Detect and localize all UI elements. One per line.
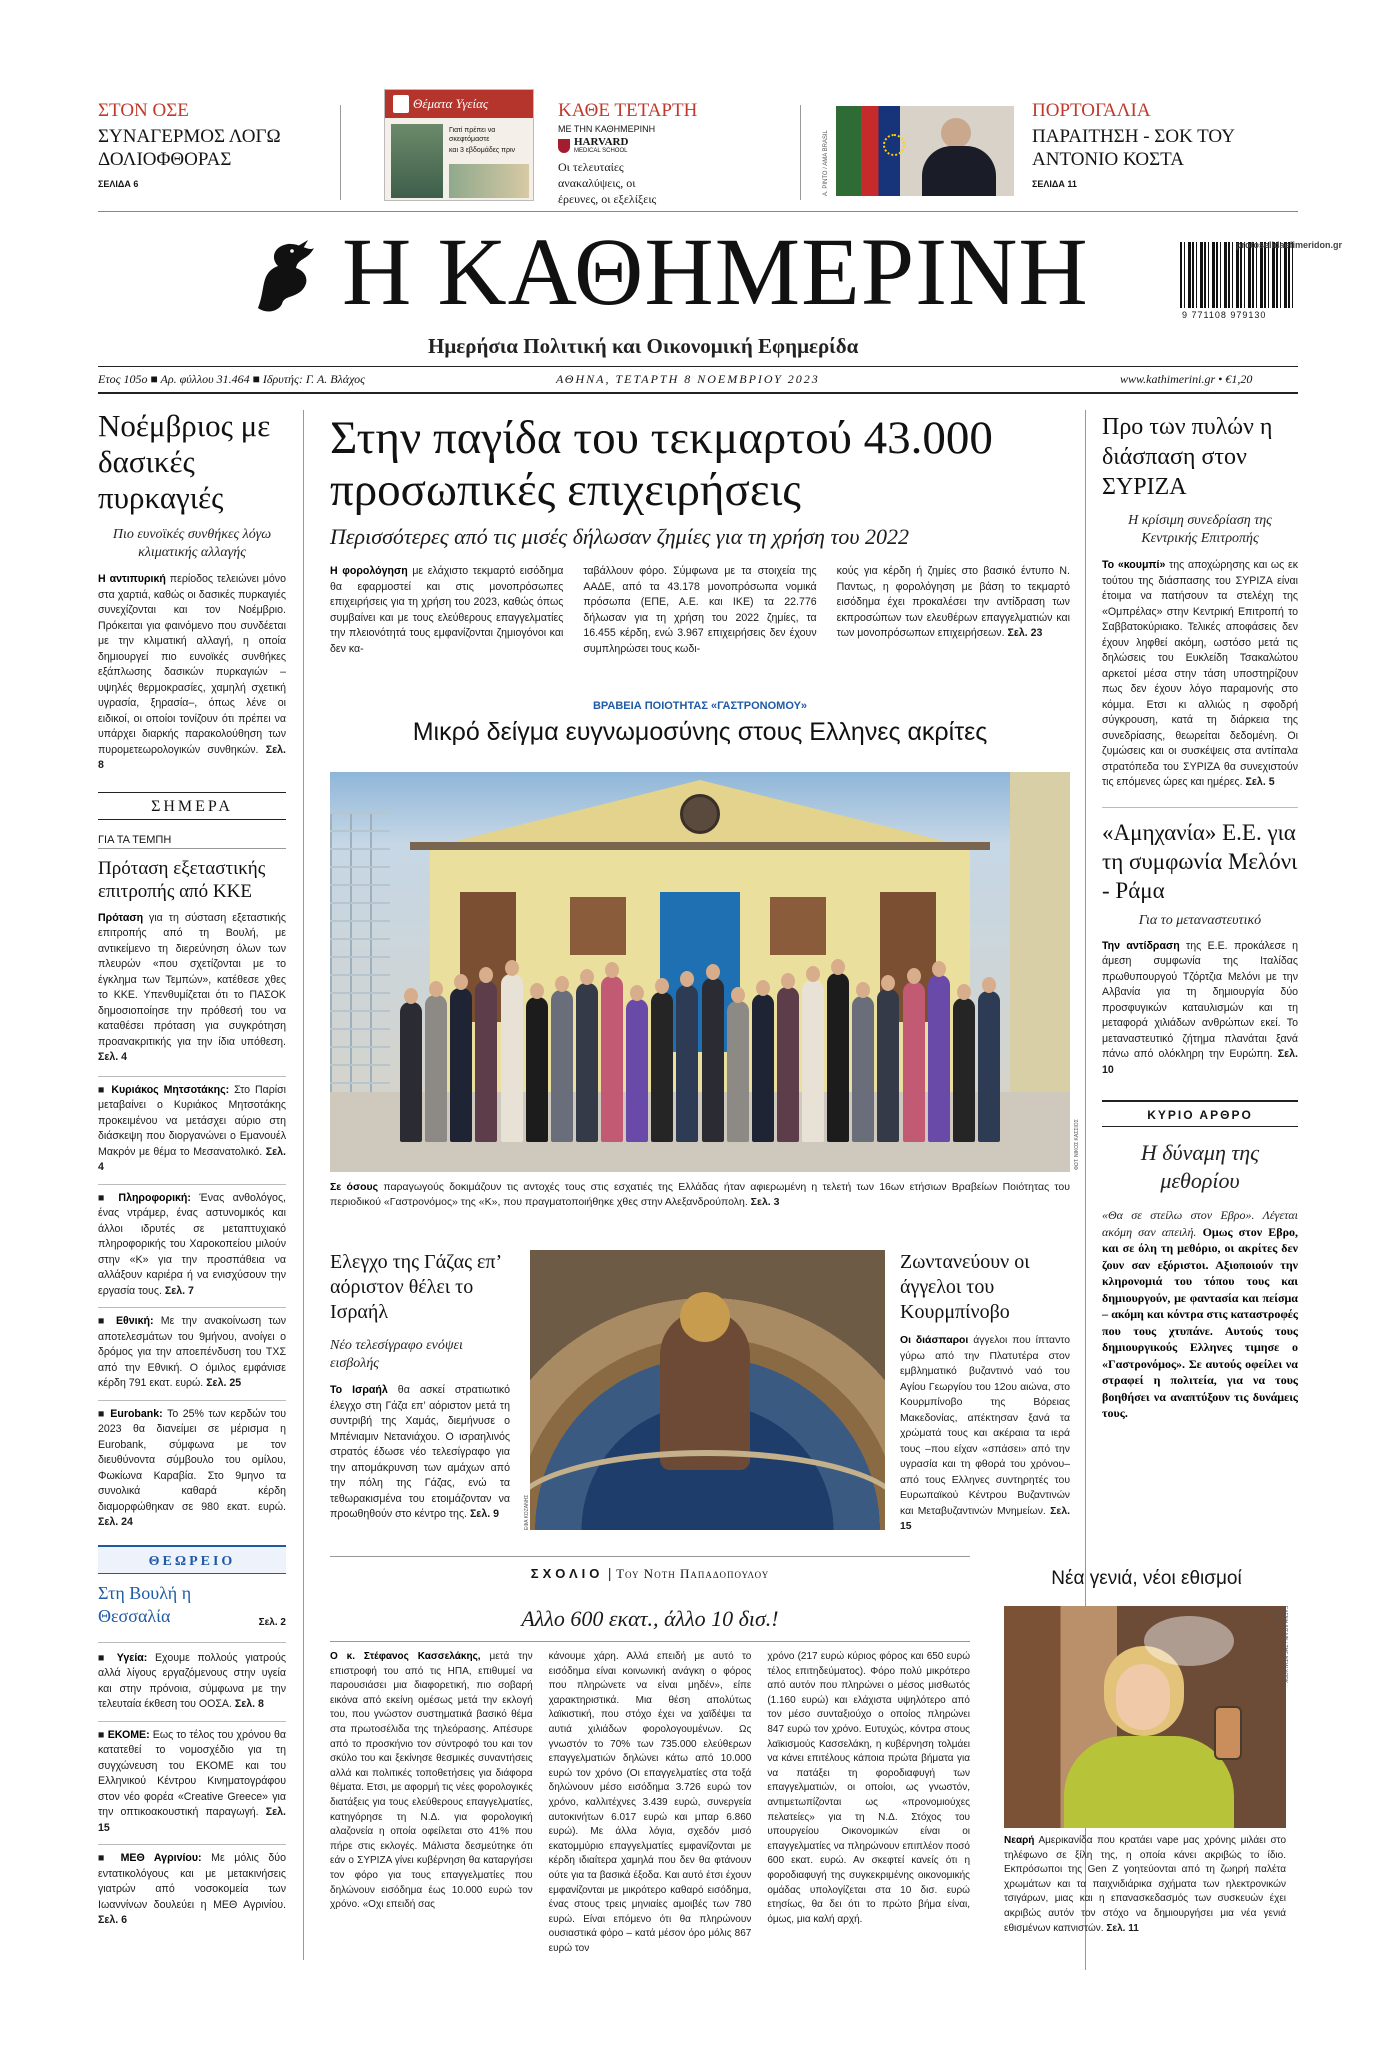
barcode-number: 9 771108 979130 xyxy=(1182,310,1267,320)
brief-item[interactable]: ■ ΜΕΘ Αγρινίου: Με μόλις δύο εντατικολόγους και με μετακινήσεις γιατρών από νοσοκομεία των Ιωαννίνων δουλεύει η ΜΕΘ Αγρινίου. Σελ. 6 xyxy=(98,1844,286,1929)
article-syriza[interactable] xyxy=(1102,412,1298,791)
page-ref: Σελ. 3 xyxy=(750,1196,780,1208)
scholio-author: Του Νοτη Παπαδοπουλου xyxy=(616,1566,770,1581)
article-sub: Η κρίσιμη συνεδρίαση της Κεντρικής Επιτροπής xyxy=(1128,513,1272,546)
person-head xyxy=(680,971,694,987)
fresco-halo xyxy=(680,1292,730,1342)
article-text: χρόνο (217 ευρώ κύριος φόρος και 650 ευρώ τέλος επιτηδεύματος). Φόρο πολύ μικρότερο από αυτόν που πληρώνει ο μέσος μισθωτός (1.160 ευρώ) και ελάχιστα υψηλότερο από τον μέσο συνταξιούχο ο οποίος πληρώνει 847 ευρώ τον χρόνο. Ευτυχώς, κόντρα στους λαϊκισμούς Κασσελάκη, η κυβέρνηση τολμάει να κάνει επιτέλους κάποια πρώτα βήματα για να πατάξει τη φοροδιαφυγή των επαγγελματιών, οι οποίοι, ως γνωστόν, αντιμετωπίζονται ως «προνομιούχες πελατείες» για τη Ν.Δ. Στόχος του υπουργείου Οικονομικών είναι οι επαγγελματίες να πληρώνουν επιπλέον ποσό 600 εκατ. ευρώ. Αν σκεφτεί κανείς ότι η φοροδιαφυγή της συγκεκριμένης οικονομικής ομάδας υπολογίζεται στα 10 δισ. ευρώ ετησίως, θα δει ότι το πρώτο βήμα είναι, όμως, μια καλή αρχή. xyxy=(767,1651,970,1925)
photo-credit: A. PINTO / AMA BRASIL xyxy=(823,130,829,196)
theoreio-label xyxy=(98,1545,286,1574)
person xyxy=(576,983,598,1142)
divider xyxy=(800,105,801,200)
main-headline: Στην παγίδα του τεκμαρτού 43.000 προσωπικές επιχειρήσεις xyxy=(330,412,993,516)
article-text: Αμερικανίδα που κρατάει vape μας χρόνης μιλάει στο τηλέφωνο σε ξίλη της, η οποία κάνει ακριβώς το ίδιο. Εκπρόσωποι της Gen Z γοητεύονται από τη ζωηρή παλέτα χρωμάτων και τα παιχνιδιάρικα σχήματα των ηλεκτρονικών τσιγάρων, μιας και η επανασκεδασμός των συσκευών έχει ακριβώς αυτόν τον στόχο να δημιουργήσει μια νέα γενιά εθισμένων καπνιστών. xyxy=(1004,1835,1287,1934)
photo-caption xyxy=(330,1180,1070,1210)
person-head xyxy=(505,960,519,976)
article-title: Προ των πυλών η διάσπαση στον ΣΥΡΙΖΑ xyxy=(1102,414,1273,500)
window xyxy=(770,897,826,955)
article-text: κάνουμε χάρη. Αλλά επειδή με αυτό το εισόδημα είναι κοινωνική ανάγκη ο φόρος που πληρώνετε να είναι μηδέν», είπε χαρακτηριστικά. Μια θέση απολύτως λαϊκιστική, που στόχο έχει να χαϊδέψει τα αυτιά χιλιάδων φορολογουμένων. Ως γνωστόν το 70% των 735.000 ελεύθερων επαγγελματιών δηλώνει κάτω από 10.000 ευρώ τον χρόνο (Οι επαγγελματίες στα τοξά δηλώνουν μέσο εισόδημα 3.726 ευρώ τον χρόνο, καλλιτέχνες 3.439 ευρώ, συνεργεία αυτοκινήτων 6.017 ευρώ και μπαρ 6.860 ευρώ). Με άλλα λόγια, σχεδόν μισό εκατομμύριο επαγγελματίες εμφανίζονται με κέρδη ιδιαίτερα χαμηλά που δεν θα φτάνουν ούτε για τα βασικά έξοδα. Και αυτό έτσι έχουν εμφανίζονται με μικρότερο καθαρό εισόδημα, ένας στους τρεις μηνιαίες αμοιβές των 780 ευρώ. Είναι επόμενο ότι θα πληρώνουν ουσιαστικά φόρο – κατά μέσον όρο μόλις 867 ευρώ τον xyxy=(548,1651,752,1954)
brief-lead: Eurobank: xyxy=(110,1407,163,1420)
brief-text: Εχουμε πολλούς γιατρούς αλλά λίγους εργαζόμενους στην υγεία και στην πρόνοια, σύμφωνα με την τελευταία έκθεση του ΟΟΣΑ. xyxy=(98,1651,286,1710)
person-head xyxy=(454,974,468,990)
person xyxy=(526,997,548,1142)
caption-lead: Σε όσους xyxy=(330,1181,379,1193)
teaser-title: ΣΥΝΑΓΕΡΜΟΣ ΛΟΓΩ ΔΟΛΙΟΦΘΟΡΑΣ xyxy=(98,126,281,170)
person xyxy=(676,985,698,1142)
page-ref: Σελ. 5 xyxy=(1245,776,1275,788)
article-meloni[interactable] xyxy=(1102,807,1298,1079)
article-text: της Ε.Ε. προκάλεσε η άμεση συμφωνία της Ιταλίδας πρωθυπουργού Τζόρτζια Μελόνι με την Αλβανία για τη δημιουργία δύο προσφυγικών καταυλισμών και τη μεταφορά χιλιάδων ανθρώπων εκεί. Το μεταναστευτικό ζήτημα πλανάται ξανά πάνω από ολόκληρη την Ευρώπη. xyxy=(1102,939,1298,1060)
window xyxy=(570,897,626,955)
dateline-rule-bottom xyxy=(98,392,1298,394)
scholio-header: ΣΧΟΛΙΟ | Του Νοτη Παπαδοπουλου xyxy=(530,1566,770,1582)
photo-credit: ΦΩΤ. ΝΙΚΟΣ ΚΑΣΣΙΟΣ xyxy=(1074,1119,1080,1170)
article-text: της αποχώρησης και ως εκ τούτου της διάσπασης του ΣΥΡΙΖΑ είναι έτοιμα να πατήσουν τα στελέχη της «Ομπρέλας» στην Κεντρική Επιτροπή το Σαββατοκύριακο. Τελικές αποφάσεις δεν έχουν ληφθεί ακόμη, ωστόσο μετά τις δηλώσεις του Ευκλείδη Τσακαλώτου αρκετοί μέσα στην τάση υποστηρίζουν πως δεν έχουν λόγο παραμονής στο κόμμα. Ετσι κι αλλιώς η σφοδρή σύγκρουση, κατά τη διάρκεια της συνεδρίασης, θεωρείται δεδομένη. Οι ζυμώσεις και οι συσκέψεις στα αντίπαλα στρατόπεδα του ΣΥΡΙΖΑ θα συνεχιστούν τις επόμενες ώρες και ημέρες. xyxy=(1102,559,1298,788)
scholio-title: Αλλο 600 εκατ., άλλο 10 δισ.! xyxy=(521,1606,779,1631)
person-head xyxy=(957,984,971,1000)
person xyxy=(475,981,497,1142)
brief-lead: Κυριάκος Μητσοτάκης: xyxy=(111,1083,230,1096)
scholio-rule xyxy=(330,1641,970,1642)
lead-in: Την αντίδραση xyxy=(1102,939,1180,952)
article-vouli[interactable] xyxy=(98,1582,286,1628)
lead-in: Το Ισραήλ xyxy=(330,1384,388,1396)
editorial-intro: «Θα σε στείλω στον Εβρο». Λέγεται ακόμη σαν απειλή. xyxy=(1102,1208,1298,1239)
person xyxy=(802,980,824,1142)
lead-in: Η αντιπυρική xyxy=(98,573,166,585)
page-ref: Σελ. 4 xyxy=(98,1145,286,1173)
article-gen-z[interactable] xyxy=(995,1568,1298,1590)
page-ref: Σελ. 24 xyxy=(98,1516,133,1528)
brief-item[interactable]: ■ Κυριάκος Μητσοτάκης: Στο Παρίσι μεταβαίνει ο Κυριάκος Μητσοτάκης προκειμένου να μετάσχει αύριο στη διάσκεψη που διοργανώνει ο Εμανουέλ Μακρόν με θέμα το Μεσανατολικό. Σελ. 4 xyxy=(98,1076,286,1176)
dateline-right: www.kathimerini.gr • €1,20 xyxy=(1120,372,1253,386)
teaser-kicker: ΣΤΟΝ ΟΣΕ xyxy=(98,100,189,121)
lead-in: Νεαρή xyxy=(1004,1835,1035,1846)
person xyxy=(626,999,648,1142)
person xyxy=(651,992,673,1142)
teaser-with: ΜΕ ΤΗΝ ΚΑΘΗΜΕΡΙΝΗ xyxy=(558,124,656,134)
left-column xyxy=(98,408,286,1929)
brief-text: Με μόλις δύο εντατικολόγους και με μετακινήσεις γιατρών από νοσοκομεία των Ιωαννίνων δουλεύει η ΜΕΘ Αγρινίου. xyxy=(98,1852,286,1911)
brief-item[interactable]: ■ Εθνική: Με την ανακοίνωση των αποτελεσμάτων του 9μήνου, ανοίγει ο δρόμος για την αποεπένδυση του ΤΧΣ από την Εθνική. Ο όμιλος εμφάνισε κέρδη 791 εκατ. ευρώ. Σελ. 25 xyxy=(98,1307,286,1392)
person xyxy=(827,973,849,1142)
article-sub: Για το μεταναστευτικό xyxy=(1138,912,1262,928)
page-ref: Σελ. 8 xyxy=(234,1698,264,1710)
editorial-title: Η δύναμη της μεθορίου xyxy=(1140,1140,1260,1193)
person xyxy=(777,987,799,1142)
page-ref: Σελ. 11 xyxy=(1106,1922,1139,1934)
article-text: με ελάχιστο τεκμαρτό εισόδημα θα εφαρμοστεί και στις μονοπρόσωπες επιχειρήσεις για τη χρήση του 2023, καθώς όπως συμβαίνει και με τους ελεύθερους επαγγελματίες την πλειονότητά τους εμφανίζονται ζημιογόνοι και δεν κα- xyxy=(330,565,564,655)
person-head xyxy=(555,976,569,992)
harvard-shield-icon xyxy=(558,139,570,153)
lead-in: Πρόταση xyxy=(98,911,144,924)
article-text: περίοδος τελειώνει μόνο στα χαρτιά, καθώς οι δασικές πυρκαγιές συνεχίζονται και τον Νοέμβριο. Πρόκειται για φαινόμενο που συνδέεται με την κλιματική αλλαγή, η οποία δημιουργεί πιο ευνοϊκές συνθήκες εξάπλωσης δασικών πυρκαγιών –υψηλές θερμοκρασίες, χαμηλή σχετική υγρασία, ξηρασία–, όπως λένε οι ειδικοί, οι οποίοι τονίζουν ότι πρέπει να υπάρχει διαρκής παρακολούθηση των πυρομετεωρολογικών συνθηκών. xyxy=(98,573,286,756)
page-ref: Σελ. 2 xyxy=(258,1616,286,1628)
person xyxy=(450,988,472,1142)
person xyxy=(877,989,899,1142)
person-body xyxy=(922,146,996,196)
person-head xyxy=(806,966,820,982)
article-tempi[interactable] xyxy=(98,834,286,1066)
dateline-rule-top xyxy=(98,366,1298,367)
magazine-cover[interactable] xyxy=(384,89,534,201)
photo-credit: ΕΛΕΝΗ ΑΙΣΛΙΝ / THE NEW YORK TIMES xyxy=(1276,1606,1288,1684)
page-ref: Σελ. 6 xyxy=(98,1914,128,1926)
person xyxy=(727,1001,749,1142)
today-label-text: ΣΗΜΕΡΑ xyxy=(151,797,233,815)
teaser-ose[interactable] xyxy=(98,100,318,189)
article-text: κούς για κέρδη ή ζημίες στο βασικό έντυπο Ν. Παντως, η φορολόγηση με βάση το τεκμαρτό εισόδημα έχει προκαλέσει την αντίδραση των εκπροσώπων των ελευθέρων επαγγελματιών και των μονοπρόσωπων επιχειρήσεων. xyxy=(836,565,1070,639)
magazine-photo xyxy=(391,124,443,198)
page-ref: Σελ. 10 xyxy=(1102,1048,1298,1076)
brief-lead: Εθνική: xyxy=(115,1315,154,1327)
fresco-arch xyxy=(530,1450,885,1530)
page-ref: Σελ. 15 xyxy=(98,1806,286,1834)
article-title: Ζωντανεύουν οι άγγελοι του Κουρμπίνοβο xyxy=(900,1251,1030,1323)
group-photo xyxy=(330,772,1070,1172)
griffin-logo-icon xyxy=(248,238,320,318)
vape-smoke xyxy=(1144,1616,1234,1666)
person xyxy=(601,976,623,1142)
person xyxy=(752,994,774,1142)
article-text: μετά την επιστροφή του από τις ΗΠΑ, επιθυμεί να παρουσιάσει μια διαφορετική, πιο σοβαρή εικόνα από εκείνη ομέσως μετά την εκλογή του, που γνώστον συστηματικά βασικό θέμα στα πρωτοσέλιδα της τηλεόρασης. Απέσυρε από το προσκήνιο τον σύντροφό του και τον σκύλο του και ξεκίνησε θεσμικές συναντήσεις αλλά και πολιτικές τοποθετήσεις για διάφορα θέματα. Ετσι, με αφορμή τις νέες φορολογικές διατάξεις για τους ελεύθερους επαγγελματίες, κατηγόρησε τη Ν.Δ. για φορολογική αλαζονεία η οποία οφείλεται στο 41% που πήρε στις εκλογές. Μάλιστα δεσμεύτηκε ότι εάν ο ΣΥΡΙΖΑ γίνει κυβέρνηση θα καταργήσει τον φόρο για τους επαγγελματίες που δηλώνουν εισόδημα έως 10.000 ευρώ τον χρόνο. «Οχι επειδή σας xyxy=(330,1651,533,1911)
photo-story[interactable] xyxy=(330,700,1070,747)
right-column xyxy=(1102,412,1298,1422)
person-head xyxy=(429,981,443,997)
page-ref: Σελ. 8 xyxy=(98,743,286,771)
person xyxy=(400,1002,422,1142)
person-head xyxy=(881,975,895,991)
person-head xyxy=(731,987,745,1003)
article-gaza[interactable] xyxy=(330,1250,510,1523)
magazine-title: Θέματα Υγείας xyxy=(413,96,489,111)
theoreio-label-text: ΘΕΩΡΕΙΟ xyxy=(148,1553,236,1569)
brief-lead: Υγεία: xyxy=(116,1651,148,1664)
article-title: Πρόταση εξεταστικής επιτροπής από ΚΚΕ xyxy=(98,857,266,902)
article-title: Νοέμβριος με δασικές πυρκαγιές xyxy=(98,408,271,515)
person xyxy=(953,998,975,1142)
lead-in: Η φορολόγηση xyxy=(330,565,408,577)
magazine-line-2: και 3 εβδομάδες πριν xyxy=(449,147,516,154)
main-subhead: Περισσότερες από τις μισές δήλωσαν ζημίες για τη χρήση του 2022 xyxy=(330,524,909,549)
lead-in: Οι διάσπαροι xyxy=(900,1335,969,1346)
today-label xyxy=(98,792,286,820)
person-head xyxy=(982,977,996,993)
divider xyxy=(340,105,341,200)
page-ref: Σελ. 25 xyxy=(206,1377,242,1389)
teaser-page: ΣΕΛΙΔΑ 11 xyxy=(1032,179,1077,189)
kicker: ΒΡΑΒΕΙΑ ΠΟΙΟΤΗΤΑΣ «ΓΑΣΤΡΟΝΟΜΟΥ» xyxy=(592,700,808,712)
magazine-line-1: Γιατί πρέπει να σκεφτόμαστε xyxy=(449,127,496,143)
brief-text: Εως το τέλος του χρόνου θα κατατεθεί το νομοσχέδιο για τη συγχώνευση του ΕΚΟΜΕ και του Ελληνικού Κέντρου Κινηματογράφου στον νέο φορέα «Creative Greece» για την οπτικοακουστική παραγωγή. xyxy=(98,1728,287,1818)
brief-lead: Πληροφορική: xyxy=(118,1191,191,1204)
brief-item[interactable]: ■ Πληροφορική: Ένας ανθολόγος, ένας ντράμερ, ένας αστυνομικός και άλλοι ιδρυτές σε μεταπτυχιακό πληροφορικής του Χαροκοπείου μιλούν στην «Κ» για την προσπάθεια να αλλάξουν καριέρα ή να ενισχύσουν την εργασία τους. Σελ. 7 xyxy=(98,1184,286,1300)
phone-icon xyxy=(1214,1706,1242,1760)
person xyxy=(551,990,573,1142)
photo-credit: ΕΦΑ ΚΟΖΑΝΗΣ xyxy=(524,1494,530,1530)
person-head xyxy=(756,980,770,996)
brief-item[interactable]: ■ Eurobank: Το 25% των κερδών του 2023 θα διανείμει σε μέρισμα η Eurobank, σύμφωνα με τον διευθύνοντα σύμβουλο του ομίλου, Φωκίωνα Καραβία. Στο 9μηνο τα συνολικά καθαρά κέρδη διαμορφώθηκαν σε 980 εκατ. ευρώ. Σελ. 24 xyxy=(98,1400,286,1531)
person xyxy=(852,996,874,1142)
teaser-title: ΠΑΡΑΙΤΗΣΗ - ΣΟΚ ΤΟΥ ΑΝΤΟΝΙΟ ΚΟΣΤΑ xyxy=(1032,126,1235,170)
watermark: protoselidaefimeridon.gr xyxy=(1236,240,1343,250)
article-sub: Πιο ευνοϊκές συνθήκες λόγω κλιματικής αλλαγής xyxy=(112,527,272,560)
article-text: θα ασκεί στρατιωτικό έλεγχο στη Γάζα επ’ αόριστον μετά τη συντριβή της Χαμάς, διεμήνυσε ο Μπένιαμιν Νετανιάχου. Ο ισραηλινός στρατός έδωσε νέο τελεσίγραφο για την απομάκρυνση των αμάχων από την πόλη της Γάζας, ενώ τα τεθωρακισμένα του ετοιμάζονταν να προωθηθούν στο κέντρο της. xyxy=(330,1384,510,1520)
person-silhouette xyxy=(941,118,971,148)
kicker: ΓΙΑ ΤΑ ΤΕΜΠΗ xyxy=(98,834,286,849)
teaser-page: ΣΕΛΙΔΑ 6 xyxy=(98,179,139,189)
photo-story-title: Μικρό δείγμα ευγνωμοσύνης στους Ελληνες ακρίτες xyxy=(412,718,988,746)
person-head xyxy=(706,964,720,980)
lead-in: Ο κ. Στέφανος Κασσελάκης, xyxy=(330,1651,481,1662)
harvard-brand-sub: MEDICAL SCHOOL xyxy=(574,148,628,154)
person xyxy=(702,978,724,1142)
scholio-label: ΣΧΟΛΙΟ xyxy=(530,1566,604,1581)
crest-icon xyxy=(393,95,409,113)
person xyxy=(501,974,523,1142)
teaser-desc: Οι τελευταίες ανακαλύψεις, οι έρευνες, οι εξελίξεις xyxy=(558,160,657,206)
person-head xyxy=(630,985,644,1001)
person xyxy=(978,991,1000,1142)
person-head xyxy=(404,988,418,1004)
page-ref: Σελ. 23 xyxy=(1007,627,1043,639)
barcode xyxy=(1180,242,1294,308)
article-title: Στη Βουλή η Θεσσαλία xyxy=(98,1582,192,1626)
teaser-kicker: ΚΑΘΕ ΤΕΤΑΡΤΗ xyxy=(558,100,698,121)
dateline-center: ΑΘΗΝΑ, ΤΕΤΑΡΤΗ 8 ΝΟΕΜΒΡΙΟΥ 2023 xyxy=(556,372,820,386)
gen-z-photo xyxy=(1004,1606,1286,1828)
person-head xyxy=(530,983,544,999)
article-title: Νέα γενιά, νέοι εθισμοί xyxy=(1051,1568,1242,1589)
brief-text: Με την ανακοίνωση των αποτελεσμάτων του 9μήνου, ανοίγει ο δρόμος για την αποεπένδυση του ΤΧΣ από την Εθνική. Ο όμιλος εμφάνισε κέρδη 791 εκατ. ευρώ. xyxy=(98,1315,287,1389)
article-title: «Αμηχανία» Ε.Ε. για τη συμφωνία Μελόνι - Ράμα xyxy=(1102,819,1298,903)
editorial-text: Ομως στον Εβρο, και σε όλη τη μεθόριο, οι ακρίτες δεν ζουν σαν εξόριστοι. Αξιοποιούν την κληρονομιά του τόπου τους και δημιουργούν, με φαντασία και πείσμα – ακόμη και κόντρα στις καταστροφές που τους χτυπάνε. Αυτούς τους δημιουργικούς Ελληνες τιμησε ο «Γαστρονόμος». Σε αυτούς οφείλει να στραφεί η πολιτεία, για να τους βοηθήσει να αναπτύξουν τις δυνάμεις τους. xyxy=(1102,1224,1299,1420)
teaser-harvard[interactable] xyxy=(558,100,758,207)
person-head xyxy=(605,962,619,978)
brief-text: Ένας ανθολόγος, ένας ντράμερ, ένας αστυνομικός και άλλοι ιδρυτές σε μεταπτυχιακό πληροφορικής του Χαροκοπείου μιλούν στην «Κ» για την προσπάθεια να αλλάξουν καριέρα ή να ενισχύσουν την εργασία τους. xyxy=(98,1191,286,1297)
article-lead[interactable] xyxy=(330,412,1070,657)
woman-sweater xyxy=(1064,1736,1234,1828)
person-head xyxy=(907,968,921,984)
person-head xyxy=(781,973,795,989)
article-title: Ελεγχο της Γάζας επ’ αόριστον θέλει το Ισραήλ xyxy=(330,1251,501,1323)
right-building xyxy=(1010,772,1070,1102)
person-head xyxy=(479,967,493,983)
page-ref: Σελ. 7 xyxy=(164,1284,194,1297)
top-rule xyxy=(98,211,1298,212)
teaser-photo-costa[interactable] xyxy=(836,106,1014,196)
article-text: άγγελοι που ίπταντο γύρω από την Πλατυτέρα στον εμβληματικό βυζαντινό ναό του Αγίου Γεωργίου του 12ου αιώνα, στο Κουρμπίνοβο της Βόρειας Μακεδονίας, απέκτησαν ξανά τα χρώματά τους και ακέραια τα ιερά τους –που είχαν «σπάσει» από την υγρασία και τη φθορά του χρόνου– από τους Ελληνες συντηρητές του Ευρωπαϊκού Κέντρου Βυζαντινών και Μεταβυζαντινών Μνημείων. xyxy=(900,1335,1070,1517)
roof-trim xyxy=(410,842,990,850)
article-text: για τη σύσταση εξεταστικής επιτροπής από τη Βουλή, με αντικείμενο τη διερεύνηση όλων των πλευρών «που σχετίζονται με το έγκλημα των Τεμπών», κατέθεσε χθες το ΚΚΕ. Υπενθυμίζεται ότι το ΠΑΣΟΚ δημοσιοποίησε την πρόθεσή του να καταθέσει πρόταση για συγκρότηση προανακριτικής για την ίδια υπόθεση. xyxy=(98,911,286,1048)
person-head xyxy=(856,982,870,998)
round-window xyxy=(680,794,720,834)
article-sub: Νέο τελεσίγραφο ενόψει εισβολής xyxy=(330,1338,463,1371)
person xyxy=(928,975,950,1142)
person xyxy=(425,995,447,1142)
article-text: ταβάλλουν φόρο. Σύμφωνα με τα στοιχεία της ΑΑΔΕ, από τα 43.178 μονοπρόσωπα νομικά πρόσωπα (ΕΠΕ, Α.Ε. και ΙΚΕ) τα 22.776 δήλωσαν για τη χρήση του 2022 ζημίες, τα 16.455 κέρδη, ενώ 3.967 επιχειρήσεις δεν έχουν συμπληρώσει τους κωδι- xyxy=(583,565,817,655)
people-group xyxy=(400,972,1000,1142)
person-head xyxy=(831,959,845,975)
teaser-costa[interactable] xyxy=(1032,100,1272,189)
brief-item[interactable]: ■ ΕΚΟΜΕ: Εως το τέλος του χρόνου θα κατατεθεί το νομοσχέδιο για τη συγχώνευση του ΕΚΟΜΕ και του Ελληνικού Κέντρου Κινηματογράφου στον νέο φορέα «Creative Greece» για την οπτικοακουστική παραγωγή. Σελ. 15 xyxy=(98,1721,286,1837)
teaser-kicker: ΠΟΡΤΟΓΑΛΙΑ xyxy=(1032,100,1151,121)
page-ref: Σελ. 15 xyxy=(900,1505,1071,1532)
fresco-photo xyxy=(530,1250,885,1530)
news-briefs xyxy=(98,1076,286,1531)
person-head xyxy=(932,961,946,977)
article-wildfires[interactable] xyxy=(98,408,286,774)
magazine-photo-2 xyxy=(449,164,529,198)
person-head xyxy=(655,978,669,994)
editorial-label: ΚΥΡΙΟ ΑΡΘΡΟ xyxy=(1102,1108,1298,1127)
page-ref: Σελ. 4 xyxy=(98,1051,128,1063)
magazine-header xyxy=(385,90,533,118)
gen-z-caption xyxy=(1004,1834,1286,1936)
flag-stars xyxy=(883,134,905,156)
masthead-title: Η ΚΑΘΗΜΕΡΙΝΗ xyxy=(342,218,1089,325)
brief-text: Στο Παρίσι μεταβαίνει ο Κυριάκος Μητσοτάκης προκειμένου να μετάσχει αύριο στη διάσκεψη που διοργανώνει ο Εμανουέλ Μακρόν με θέμα το Μεσανατολικό. xyxy=(98,1083,287,1158)
dateline-left: Ετος 105ο ■ Αρ. φύλλου 31.464 ■ Ιδρυτής: Γ. Α. Βλάχος xyxy=(98,372,365,386)
harvard-brand: HARVARD xyxy=(574,136,629,148)
brief-lead: ΜΕΘ Αγρινίου: xyxy=(120,1852,202,1864)
scholio-rule xyxy=(330,1556,970,1557)
person-head xyxy=(580,969,594,985)
article-angels[interactable] xyxy=(900,1250,1070,1535)
brief-lead: ΕΚΟΜΕ: xyxy=(107,1728,150,1741)
woman-face xyxy=(1116,1664,1170,1730)
lead-in: Το «κουμπί» xyxy=(1102,559,1166,571)
editorial[interactable] xyxy=(1102,1100,1298,1422)
person xyxy=(903,982,925,1142)
column-divider xyxy=(303,410,304,1960)
caption-text: παραγωγούς δοκιμάζουν τις αντοχές τους στις εσχατιές της Ελλάδας ήταν αφιερωμένη η τελετή των 16ων ετήσιων Βραβείων Ποιότητας του περιοδικού «Γαστρονόμος» της «Κ», που πραγματοποιήθηκε χθες στην Αλεξανδρούπολη. xyxy=(330,1181,1070,1208)
page-ref: Σελ. 9 xyxy=(469,1508,500,1520)
scholio-body[interactable] xyxy=(330,1650,970,1956)
brief-text: Το 25% των κερδών του 2023 θα διανείμει σε μέρισμα η Eurobank, σύμφωνα με τον διευθύνοντα σύμβουλο του ομίλου, Φωκίωνα Καραβία. Στο 9μηνο τα συνολικά καθαρά κέρδη διαμορφώθηκαν σε 980 εκατ. ευρώ. xyxy=(98,1407,287,1513)
brief-item[interactable]: ■ Υγεία: Εχουμε πολλούς γιατρούς αλλά λίγους εργαζόμενους στην υγεία και στην πρόνοια, σύμφωνα με την τελευταία έκθεση του ΟΟΣΑ. Σελ. 8 xyxy=(98,1642,286,1713)
masthead-subtitle: Ημερήσια Πολιτική και Οικονομική Εφημερίδα xyxy=(428,334,859,358)
